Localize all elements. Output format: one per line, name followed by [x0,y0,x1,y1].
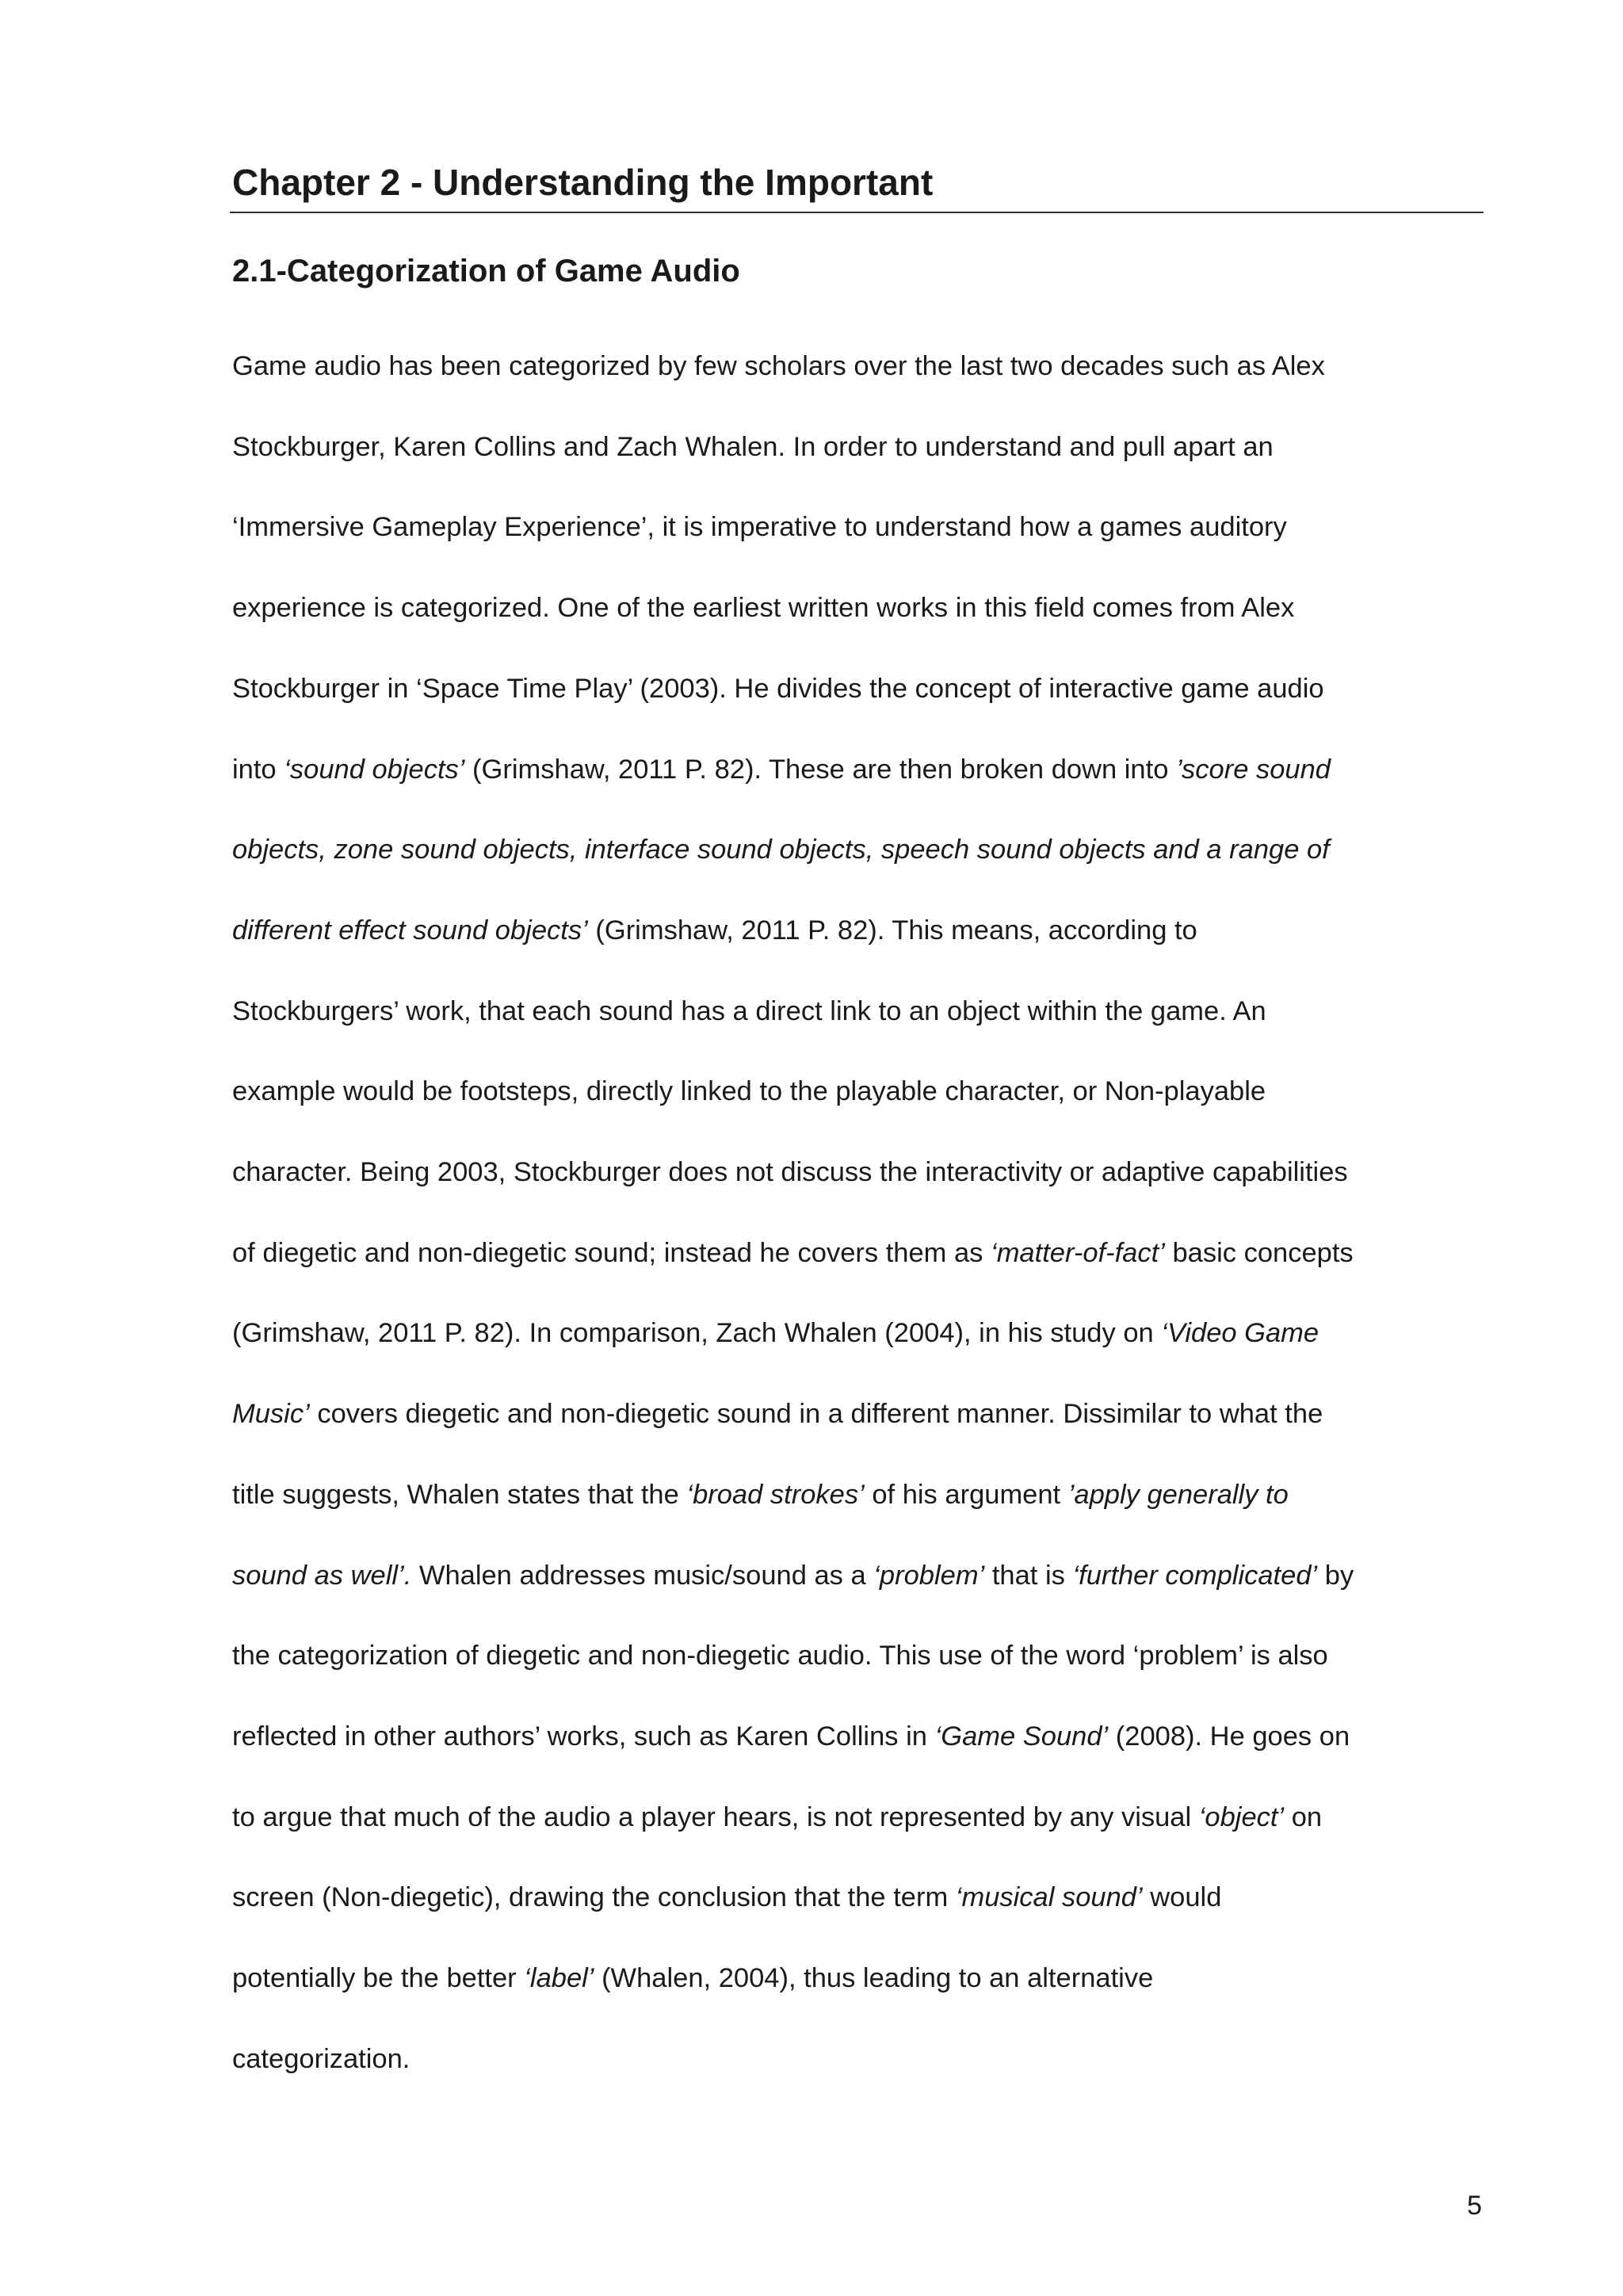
text-run: into [232,754,285,785]
text-run: potentially be the better [232,1963,525,1994]
text-run: example would be footsteps, directly linked to the playable character, or Non-playable [232,1076,1266,1107]
text-run: categorization. [232,2043,411,2074]
italic-quote: ‘Video Game [1161,1318,1319,1349]
text-run: title suggests, Whalen states that the [232,1479,687,1510]
italic-quote: ‘label’ [524,1963,594,1994]
paragraph-line [232,1858,1500,1939]
italic-quote: Music’ [232,1399,310,1430]
paragraph-line [232,1213,1500,1294]
text-run: by [1317,1560,1354,1591]
paragraph-line [232,407,1500,488]
paragraph-line [232,568,1500,649]
text-run: screen (Non-diegetic), drawing the conclusion that the term [232,1882,956,1913]
paragraph-line [232,810,1500,891]
italic-quote: ‘sound objects’ [284,754,465,785]
text-run: (Grimshaw, 2011 P. 82). These are then broken down into [464,754,1176,785]
italic-quote: ‘object’ [1198,1801,1285,1832]
text-run: of diegetic and non-diegetic sound; instead he covers them as [232,1237,991,1268]
italic-quote: ’score sound [1175,754,1331,785]
italic-quote: ’apply generally to [1067,1479,1289,1510]
paragraph-line [232,1536,1500,1617]
paragraph-line [232,2019,1500,2100]
italic-quote: sound as well’. [232,1560,412,1591]
italic-quote: objects, zone sound objects, interface sound objects, speech sound objects and a range of [232,835,1330,865]
italic-quote: ‘broad strokes’ [686,1479,865,1510]
paragraph-line [232,730,1500,811]
text-run: (2008). He goes on [1108,1721,1350,1752]
text-run: character. Being 2003, Stockburger does not discuss the interactivity or adaptive capabilities [232,1157,1348,1188]
text-run: Game audio has been categorized by few scholars over the last two decades such as Alex [232,351,1325,381]
italic-quote: ‘further complicated’ [1072,1560,1318,1591]
paragraph-line [232,649,1500,730]
text-run: to argue that much of the audio a player hears, is not represented by any visual [232,1801,1199,1832]
text-run: basic concepts [1164,1237,1354,1268]
paragraph-line [232,1778,1500,1859]
paragraph-line [232,1052,1500,1133]
text-run: (Grimshaw, 2011 P. 82). In comparison, Zach Whalen (2004), in his study on [232,1318,1162,1349]
section-title: 2.1-Categorization of Game Audio [232,254,740,288]
paragraph-line [232,1293,1500,1374]
chapter-title-underline [230,212,1484,213]
paragraph-line [232,1616,1500,1697]
text-run: experience is categorized. One of the earliest written works in this field comes from Alex [232,593,1295,624]
body-paragraph [232,327,1500,2099]
paragraph-line [232,1939,1500,2019]
text-run: (Whalen, 2004), thus leading to an alternative [594,1963,1154,1994]
text-run: Stockburger, Karen Collins and Zach Whalen. In order to understand and pull apart an [232,431,1274,462]
text-run: would [1142,1882,1222,1913]
text-run: the categorization of diegetic and non-diegetic audio. This use of the word ‘problem’ is also [232,1641,1328,1671]
text-run: reflected in other authors’ works, such as Karen Collins in [232,1721,935,1752]
text-run: covers diegetic and non-diegetic sound in a different manner. Dissimilar to what the [309,1399,1323,1430]
paragraph-line [232,487,1500,568]
paragraph-line [232,972,1500,1052]
chapter-title: Chapter 2 - Understanding the Important [232,162,934,203]
text-run: Whalen addresses music/sound as a [411,1560,874,1591]
italic-quote: ‘matter-of-fact’ [991,1237,1165,1268]
paragraph-line [232,1455,1500,1536]
text-run: on [1284,1801,1323,1832]
paragraph-line [232,327,1500,407]
italic-quote: ‘problem’ [873,1560,985,1591]
text-run: Stockburger in ‘Space Time Play’ (2003). He divides the concept of interactive game audio [232,673,1324,704]
italic-quote: ‘musical sound’ [955,1882,1143,1913]
paragraph-line [232,891,1500,972]
text-run: that is [984,1560,1073,1591]
italic-quote: ‘Game Sound’ [934,1721,1109,1752]
paragraph-line [232,1374,1500,1455]
text-run: of his argument [864,1479,1068,1510]
text-run: Stockburgers’ work, that each sound has a direct link to an object within the game. An [232,995,1266,1026]
paragraph-line [232,1133,1500,1213]
text-run: ‘Immersive Gameplay Experience’, it is imperative to understand how a games auditory [232,512,1287,543]
page-number: 5 [1467,2191,1482,2221]
text-run: (Grimshaw, 2011 P. 82). This means, according to [587,915,1197,946]
italic-quote: different effect sound objects’ [232,915,588,946]
paragraph-line [232,1697,1500,1778]
